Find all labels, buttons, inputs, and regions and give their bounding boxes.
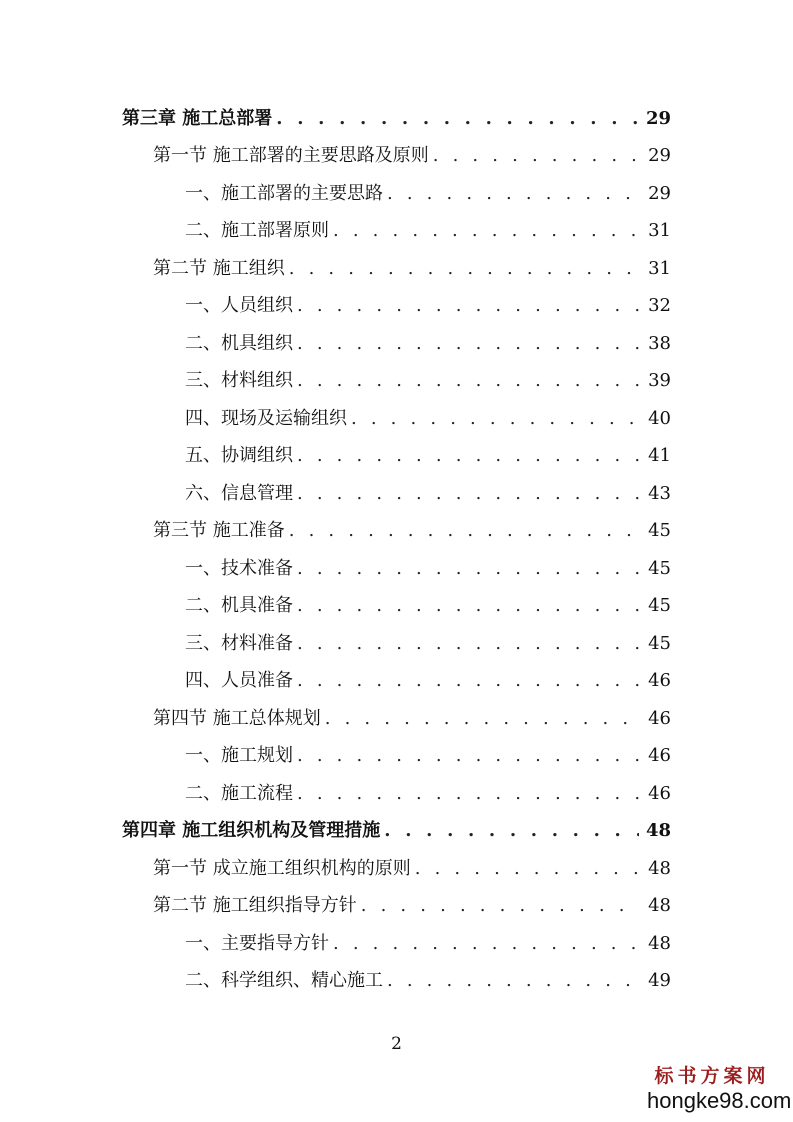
toc-entry-page: 46 [648, 670, 671, 691]
leader-dots [361, 895, 639, 917]
leader-dots [297, 595, 639, 617]
toc-entry-title: 一、技术准备 [185, 558, 293, 579]
leader-dots [387, 970, 639, 992]
toc-entry [185, 775, 671, 805]
leader-dots [297, 483, 639, 505]
leader-dots [289, 520, 639, 542]
watermark-url: hongke98.com [647, 1088, 792, 1113]
toc-entry-page: 45 [648, 633, 671, 654]
leader-dots [297, 745, 639, 767]
toc-entry [185, 175, 671, 205]
toc-entry-title: 一、施工规划 [185, 745, 293, 766]
leader-dots [325, 708, 639, 730]
watermark-brand-text: 标书方案网 [654, 1066, 770, 1087]
toc-entry-page: 45 [648, 558, 671, 579]
toc-entry-page: 41 [648, 445, 671, 466]
page-number: 2 [391, 1034, 402, 1054]
toc-entry-title: 第一节 施工部署的主要思路及原则 [153, 145, 429, 166]
toc-entry-page: 29 [648, 183, 671, 204]
leader-dots [387, 183, 639, 205]
leader-dots [351, 408, 639, 430]
leader-dots [333, 933, 639, 955]
toc-entry [153, 250, 671, 280]
toc-entry [185, 737, 671, 767]
leader-dots [333, 220, 639, 242]
toc-entry-title: 第二节 施工组织指导方针 [153, 895, 357, 916]
leader-dots [297, 333, 639, 355]
toc-entry [153, 137, 671, 167]
toc-entry-page: 31 [648, 258, 671, 279]
toc-entry-page: 43 [648, 483, 671, 504]
toc-entry [153, 887, 671, 917]
toc-entry-title: 第三节 施工准备 [153, 520, 285, 541]
toc-entry-page: 29 [645, 108, 671, 129]
toc-entry-title: 第三章 施工总部署 [122, 108, 273, 129]
leader-dots [297, 633, 639, 655]
toc-entry-title: 二、机具准备 [185, 595, 293, 616]
toc-entry-page: 48 [648, 895, 671, 916]
toc-entry [185, 625, 671, 655]
toc-entry-page: 45 [648, 595, 671, 616]
toc-entry-title: 一、施工部署的主要思路 [185, 183, 383, 204]
toc-entry-title: 三、材料准备 [185, 633, 293, 654]
toc-entry [185, 475, 671, 505]
toc-entry-page: 46 [648, 708, 671, 729]
toc-entry [185, 362, 671, 392]
toc-entry-title: 五、协调组织 [185, 445, 293, 466]
leader-dots [297, 295, 639, 317]
toc-entry [185, 550, 671, 580]
toc-entry [185, 400, 671, 430]
toc-entry [185, 662, 671, 692]
toc-entry-title: 四、人员准备 [185, 670, 293, 691]
toc-entry-title: 第一节 成立施工组织机构的原则 [153, 858, 411, 879]
toc-entry-page: 46 [648, 783, 671, 804]
toc-entry-page: 29 [648, 145, 671, 166]
toc-entry [122, 812, 671, 842]
toc-entry-title: 二、施工流程 [185, 783, 293, 804]
toc-entry-page: 48 [648, 933, 671, 954]
toc-entry [185, 212, 671, 242]
toc-entry [185, 437, 671, 467]
toc-entry [185, 925, 671, 955]
toc-entry-title: 一、主要指导方针 [185, 933, 329, 954]
toc-entry [153, 850, 671, 880]
leader-dots [297, 558, 639, 580]
leader-dots [276, 108, 639, 130]
leader-dots [297, 370, 639, 392]
watermark-logo [647, 1066, 792, 1114]
toc-entry-title: 二、科学组织、精心施工 [185, 970, 383, 991]
toc-entry-page: 32 [648, 295, 671, 316]
leader-dots [297, 783, 639, 805]
toc-entry [153, 700, 671, 730]
leader-dots [384, 820, 639, 842]
leader-dots [433, 145, 639, 167]
toc-entry-page: 45 [648, 520, 671, 541]
toc-entry-page: 38 [648, 333, 671, 354]
toc-entry-title: 第四节 施工总体规划 [153, 708, 321, 729]
leader-dots [297, 445, 639, 467]
toc-entry-title: 二、机具组织 [185, 333, 293, 354]
leader-dots [415, 858, 639, 880]
toc-entry-title: 第四章 施工组织机构及管理措施 [122, 820, 381, 841]
toc-entry-page: 49 [648, 970, 671, 991]
toc-entry-title: 第二节 施工组织 [153, 258, 285, 279]
leader-dots [297, 670, 639, 692]
toc-entry [185, 287, 671, 317]
toc-entry-page: 40 [648, 408, 671, 429]
toc-entry [185, 962, 671, 992]
toc-entry [122, 100, 671, 130]
toc-entry [153, 512, 671, 542]
toc-entry-page: 46 [648, 745, 671, 766]
toc-entry-page: 48 [645, 820, 671, 841]
toc-entry-page: 31 [648, 220, 671, 241]
toc-entry-title: 二、施工部署原则 [185, 220, 329, 241]
toc-entry-title: 三、材料组织 [185, 370, 293, 391]
toc-entry-title: 一、人员组织 [185, 295, 293, 316]
leader-dots [289, 258, 639, 280]
toc-entry-title: 六、信息管理 [185, 483, 293, 504]
toc-entry-title: 四、现场及运输组织 [185, 408, 347, 429]
toc-entry-page: 39 [648, 370, 671, 391]
toc-entry [185, 587, 671, 617]
toc-entry-page: 48 [648, 858, 671, 879]
toc-entry [185, 325, 671, 355]
